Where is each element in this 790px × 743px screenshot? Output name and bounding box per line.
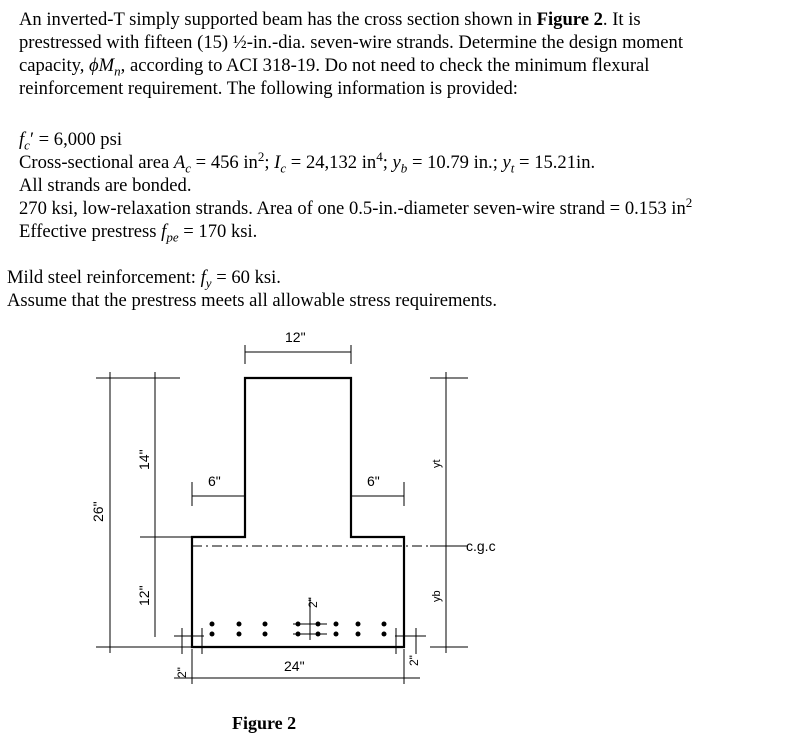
dim-total-height-label: 26" [90, 501, 106, 522]
fpe-line: Effective prestress $f_{pe} = 170$ ksi. [19, 221, 258, 245]
strand-group-1 [210, 622, 215, 637]
fc-symbol: $f_c$ [19, 129, 30, 153]
dim-strand-spacing-label: 2" [306, 597, 320, 608]
dim-cover-left-label: 2" [175, 667, 189, 678]
dim-top-width-label: 12" [285, 329, 306, 345]
strand-group-7 [382, 622, 387, 637]
yb-label: yb [431, 590, 443, 602]
problem-line-2: prestressed with fifteen (15) ½-in.-dia. seven-wire strands. Determine the design moment [19, 32, 684, 53]
dim-bottom-width-label: 24" [284, 658, 305, 674]
yt-label: yt [431, 459, 443, 468]
problem-line-4: reinforcement requirement. The following information is provided: [19, 78, 518, 99]
problem-line-3: capacity, $\phi M_n$, according to ACI 318-19. Do not need to check the minimum flexural [19, 55, 650, 79]
fy-line: Mild steel reinforcement: $f_y = 60$ ksi. [7, 267, 281, 291]
cgc-label: c.g.c [466, 538, 496, 554]
dim-web-left-label: 6" [208, 473, 221, 489]
dim-flange-height-label: 12" [136, 585, 152, 606]
section-outline [192, 378, 404, 647]
assumption-line: Assume that the prestress meets all allowable stress requirements. [7, 290, 498, 311]
figure-reference: Figure 2 [536, 9, 603, 30]
strand-group-3 [263, 622, 268, 637]
strand-group-2 [237, 622, 242, 637]
dim-web-height-label: 14" [136, 449, 152, 470]
strand-group-6 [356, 622, 361, 637]
phi-mn-symbol: $\phi M_n$ [89, 55, 121, 79]
fc-line: $f_c' = 6,000$ psi [19, 129, 122, 153]
figure-caption: Figure 2 [232, 713, 297, 733]
strand-line: 270 ksi, low-relaxation strands. Area of one 0.5-in.-diameter seven-wire strand = 0.153 $in^2$ [19, 194, 693, 219]
problem-line-1: An inverted-T simply supported beam has the cross section shown in Figure 2. It is [19, 9, 641, 30]
strand-group-5 [334, 622, 339, 637]
dim-cover-right-label: 2" [407, 655, 421, 666]
bonded-line: All strands are bonded. [19, 175, 192, 196]
section-properties-line: Cross-sectional area $A_c = 456$ $in^2$; $I_c = 24,132$ $in^4$; $y_b = 10.79$ in.; $y_t = 15.21in$. [19, 148, 596, 176]
dim-web-right-label: 6" [367, 473, 380, 489]
